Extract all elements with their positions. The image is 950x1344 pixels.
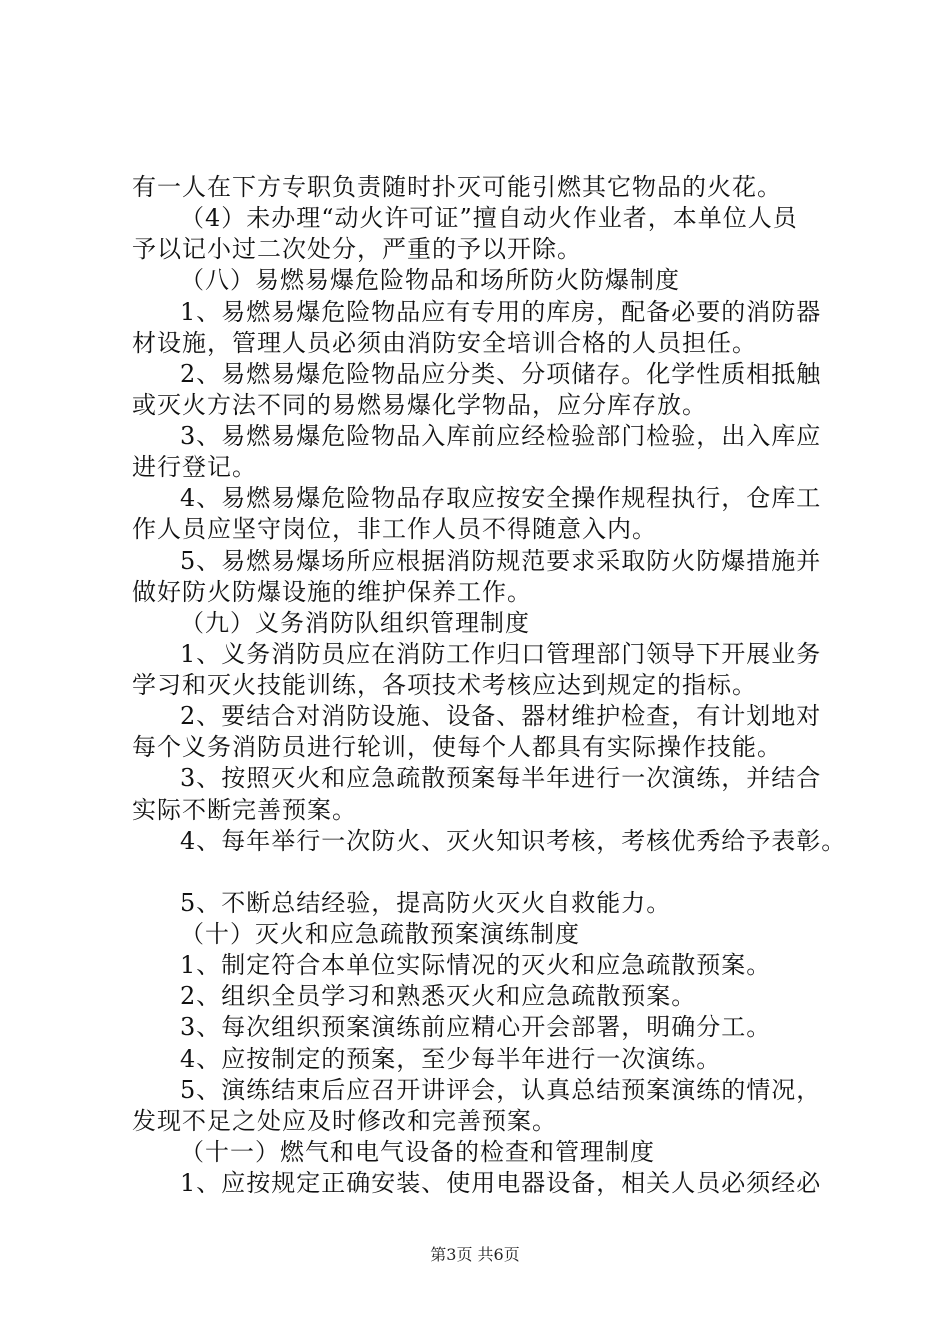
body-line: 材设施，管理人员必须由消防安全培训合格的人员担任。 — [132, 329, 757, 357]
body-line: 1、应按规定正确安装、使用电器设备，相关人员必须经必 — [180, 1169, 822, 1197]
body-line: 3、每次组织预案演练前应精心开会部署，明确分工。 — [180, 1013, 772, 1041]
body-line: 4、每年举行一次防火、灭火知识考核，考核优秀给予表彰。 — [180, 827, 847, 855]
body-line: 5、不断总结经验，提高防火灭火自救能力。 — [180, 889, 672, 917]
section-heading: （十一）燃气和电气设备的检查和管理制度 — [180, 1138, 655, 1166]
body-line: 发现不足之处应及时修改和完善预案。 — [132, 1107, 557, 1135]
body-line: 2、要结合对消防设施、设备、器材维护检查，有计划地对 — [180, 702, 822, 730]
body-line: 学习和灭火技能训练，各项技术考核应达到规定的指标。 — [132, 671, 757, 699]
body-line: 2、组织全员学习和熟悉灭火和应急疏散预案。 — [180, 982, 697, 1010]
section-heading: （八）易燃易爆危险物品和场所防火防爆制度 — [180, 266, 680, 294]
body-line: 作人员应坚守岗位，非工作人员不得随意入内。 — [132, 515, 657, 543]
body-line: 5、易燃易爆场所应根据消防规范要求采取防火防爆措施并 — [180, 547, 822, 575]
body-line: 1、制定符合本单位实际情况的灭火和应急疏散预案。 — [180, 951, 772, 979]
section-heading: （十）灭火和应急疏散预案演练制度 — [180, 920, 580, 948]
body-line: 1、义务消防员应在消防工作归口管理部门领导下开展业务 — [180, 640, 822, 668]
body-line: 做好防火防爆设施的维护保养工作。 — [132, 578, 532, 606]
page-footer: 第3页 共6页 — [430, 1245, 520, 1264]
body-line: 4、易燃易爆危险物品存取应按安全操作规程执行，仓库工 — [180, 484, 822, 512]
section-heading: （九）义务消防队组织管理制度 — [180, 609, 530, 637]
body-line: 3、易燃易爆危险物品入库前应经检验部门检验，出入库应 — [180, 422, 822, 450]
body-line: 5、演练结束后应召开讲评会，认真总结预案演练的情况， — [180, 1076, 822, 1104]
body-line: 1、易燃易爆危险物品应有专用的库房，配备必要的消防器 — [180, 298, 822, 326]
body-line: 3、按照灭火和应急疏散预案每半年进行一次演练，并结合 — [180, 764, 822, 792]
body-line: （4）未办理“动火许可证”擅自动火作业者，本单位人员 — [180, 204, 798, 232]
body-line: 每个义务消防员进行轮训，使每个人都具有实际操作技能。 — [132, 733, 782, 761]
body-line: 进行登记。 — [132, 453, 257, 481]
body-line: 或灭火方法不同的易燃易爆化学物品，应分库存放。 — [132, 391, 707, 419]
body-line: 2、易燃易爆危险物品应分类、分项储存。化学性质相抵触 — [180, 360, 822, 388]
body-line: 4、应按制定的预案，至少每半年进行一次演练。 — [180, 1045, 722, 1073]
body-line: 予以记小过二次处分，严重的予以开除。 — [132, 235, 582, 263]
body-line: 有一人在下方专职负责随时扑灭可能引燃其它物品的火花。 — [132, 173, 782, 201]
body-line: 实际不断完善预案。 — [132, 796, 357, 824]
